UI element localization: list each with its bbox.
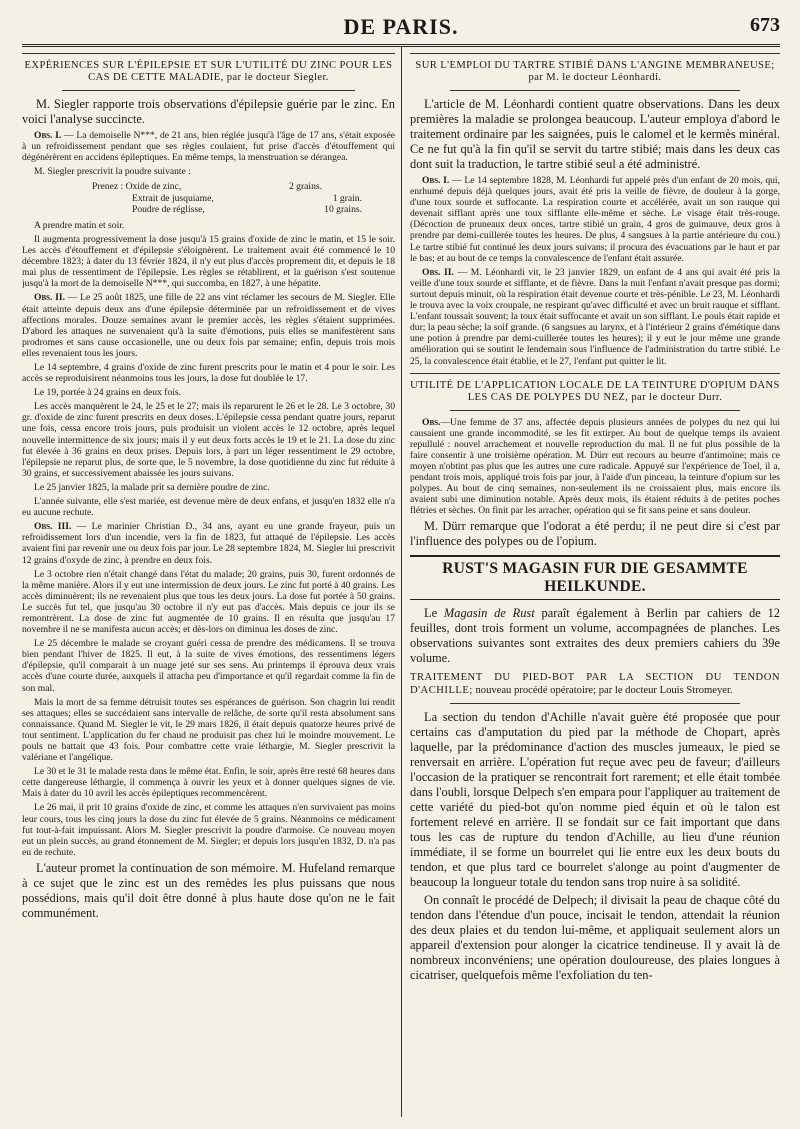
paragraph: Le 3 octobre rien n'était changé dans l'état du malade; 20 grains, puis 30, furent ordonnés de la même manière. Alors il y eut une intermission de deux jours. Le zinc fut porté à 40 grains. Les accès diminuèrent; ils ne revenaient plus que tous les deux jours. La dose fut portée à 50 grains. Le succès fut tel, que jusqu'au 30 octobre il n'y eut pas d'accès. Mais depuis ce jour ils se remontrèrent. La dose de zinc fut augmentée de 10 grains. Il en résulta que jusqu'au 17 novembre il ne se manifesta aucun accès; et dès-lors on diminua les doses de zinc. [22,568,395,636]
divider [410,53,780,54]
paragraph: Mais la mort de sa femme détruisit toutes ses espérances de guérison. Son chagrin lui rendit ses attaques; elles se succédaient sans intervalle de relâche, de sorte qu'il resta absolument sans connaissance. Quand M. Siegler le vit, le 29 mars 1826, il était depuis quatorze heures privé de tout sentiment. L'application du fer chaud ne produisit pas chez lui le moindre mouvement. Le pouls ne battait que 43 fois. Pour combattre cette vraie léthargie, M. Siegler prescrivit la valériane et l'angélique. [22,696,395,764]
section-heading-epilepsie: EXPÉRIENCES SUR L'ÉPILEPSIE ET SUR L'UTILITÉ DU ZINC POUR LES CAS DE CETTE MALADIE, par le docteur Siegler. [24,60,393,83]
divider [450,410,740,411]
paragraph: Le 30 et le 31 le malade resta dans le même état. Enfin, le soir, après être resté 68 heures dans cette dangereuse léthargie, il commença à ouvrir les yeux et à donner quelques signes de vie. Mais à dater du 10 avril les accès épileptiques recommencèrent. [22,766,395,800]
observation-2: Obs. II. — Le 25 août 1825, une fille de 22 ans vint réclamer les secours de M. Siegler. Elle était atteinte depuis deux ans d'une épilepsie déterminée par un refroidissement et de vives affections morales. Douze semaines avant le premier accès, les règles s'étaient supprimées. D'abord les attaques ne survenaient qu'à la suite d'émotions, puis elles se manifestèrent sans prodromes et sans cause occasionelle, une ou deux fois par semaine; enfin, depuis trois mois elles revenaient tous les jours. [22,292,395,359]
divider [450,703,740,704]
paragraph: Le 25 décembre le malade se croyant guéri cessa de prendre des médicamens. Il se trouva bien pendant l'hiver de 1825. Il eut, à la suite de vives émotions, des ressentimens légers d'épilepsie, qu'il comparait à un nuage jeté sur ses sens. Au printemps il éprouva deux vrais accès d'une courte durée, auxquels il attacha peu d'importance et qu'il regardait comme la fin de son mal. [22,638,395,694]
paragraph: Le 26 mai, il prit 10 grains d'oxide de zinc, et comme les attaques n'en survivaient pas moins leur cours, tous les cinq jours la dose du zinc fut élevée de 5 grains. Néanmoins ce médicament fut tout-à-fait impuissant. Alors M. Siegler prescrivit la poudre d'armoise. Ce nouveau moyen eut un plein succès, au grand étonnement de M. Siegler; et depuis lors jusqu'en 1832, D. n'a pas eu de rechute. [22,802,395,858]
divider [22,53,395,54]
divider [62,90,355,91]
paragraph: L'article de M. Léonhardi contient quatre observations. Dans les deux premières la maladie se prolongea beaucoup. L'auteur employa d'abord le traitement ordinaire par les saignées, puis le calomel et le kermès minéral. Ce ne fut qu'à la fin qu'il se servit du tartre stibié; mais dans les deux cas dont suit la traduction, le tartre stibié seul a été administré. [410,97,780,171]
prescription-line: Extrait de jusquiame, 1 grain. [132,192,362,204]
observation-1: Obs. I. — La demoiselle N***, de 21 ans, bien réglée jusqu'à l'âge de 17 ans, s'était exposée à un refroidissement pendant que ses règles coulaient, fut prise d'accès d'étouffement qui dégénérèrent en accidens épileptiques. En même temps, la menstruation se dérangea. [22,130,395,164]
observation-1: Obs. I. — Le 14 septembre 1828, M. Léonhardi fut appelé près d'un enfant de 20 mois, qui, enrhumé depuis déjà quelques jours, avait été pris la veille de fièvre, de douleur à la gorge, d'une toux sourde et suffocante. La respiration courte et accélérée, avait un son rauque qui devenait sifflant après une toux sifflante elle-même et sèche. Le visage était très-rouge. (Décoction de pruneaux deux onces, tartre stibié un grain, 4 gros de guimauve, deux gros à prendre par demi-cuillerée toutes les heures. De plus, 4 sangsues à la partie antérieure du cou.) Le tartre stibié fut continué les deux jours suivans; il procura des évacuations par le haut et par le bas; et au bout de ce temps la convalescence de l'enfant était assurée. [410,175,780,264]
section-heading-pied-bot: TRAITEMENT DU PIED-BOT PAR LA SECTION DU TENDON D'ACHILLE; nouveau procédé opératoire; par le docteur Louis Stromeyer. [410,672,780,696]
rust-magasin-title: RUST'S MAGASIN FUR DIE GESAMMTE HEILKUNDE. [410,555,780,600]
closing-paragraph: L'auteur promet la continuation de son mémoire. M. Hufeland remarque à ce sujet que le zinc est un des remèdes les plus puissans que nous possédions, mais qu'il doit être donné à plus haute dose qu'on ne le fait communément. [22,860,395,920]
paragraph: M. Dürr remarque que l'odorat a été perdu; il ne peut dire si c'est par l'influence des polypes ou de l'opium. [410,519,780,549]
page-number: 673 [750,14,780,36]
section-heading-tartre: SUR L'EMPLOI DU TARTRE STIBIÉ DANS L'ANGINE MEMBRANEUSE; par M. le docteur Léonhardi. [415,60,775,83]
paragraph: Le 25 janvier 1825, la malade prit sa dernière poudre de zinc. [34,481,270,493]
paragraph: L'année suivante, elle s'est mariée, est devenue mère de deux enfans, et jusqu'en 1832 elle n'a eu aucune rechute. [22,496,395,519]
section-heading-opium: UTILITÉ DE L'APPLICATION LOCALE DE LA TEINTURE D'OPIUM DANS LES CAS DE POLYPES DU NEZ, par le docteur Durr. [410,379,780,403]
left-column [22,47,401,1117]
prescription-line: Prenez : Oxide de zinc, 2 grains. [92,181,322,193]
paragraph: M. Siegler prescrivit la poudre suivante : [34,166,191,178]
divider [450,90,740,91]
paragraph: Le 14 septembre, 4 grains d'oxide de zinc furent prescrits pour le matin et 4 pour le soir. Les accès se reproduisirent néanmoins tous les jours, la dose fut doublée le 17. [22,362,395,385]
prescription-line: Poudre de réglisse, 10 grains. [132,204,362,216]
divider [410,373,780,374]
right-column [401,47,780,1117]
paragraph: Il augmenta progressivement la dose jusqu'à 15 grains d'oxide de zinc le matin, et 15 le soir. Les accès d'étouffement et d'épilepsie s'éloignèrent. Le traitement avait été commencé le 10 décembre 1823; à dater du 13 février 1824, il n'y eut plus d'accès proprement dit, et depuis le 18 mai plus de ressentiment de l'épilepsie. Les règles se rétablirent, et la guérison s'est soutenue jusqu'à la mort de la demoiselle N***, qui succomba, en 1827, à une hépatite. [22,233,395,290]
paragraph: Le Magasin de Rust paraît également à Berlin par cahiers de 12 feuilles, dont trois forment un volume, accompagnées de planches. Les observations suivantes sont extraites des deux premiers cahiers du 39e volume. [410,606,780,666]
paragraph: La section du tendon d'Achille n'avait guère été proposée que pour certains cas d'amputation du pied par la méthode de Chopart, après laquelle, par la prédominance d'action des muscles jumeaux, le pied se renversait en arrière. L'opération fut reçue avec peu de faveur; d'ailleurs l'occasion de la pratiquer se rencontrait fort rarement; et elle était tombée dans l'oubli, lorsque Delpech s'en empara pour l'appliquer au traitement de cette variété du pied-bot qu'on nomme pied équin et où le talon est fortement relevé en arrière. Il se fondait sur ce fait important que dans tous les cas de rupture du tendon d'Achille, au lieu d'une réunion immédiate, il se forme un bourrelet qui lie entre eux les deux bouts du tendon, et que plus tard ce bourrelet s'alonge au point d'augmenter de beaucoup la longueur totale du tendon sans trop nuire à sa solidité. [410,710,780,890]
paragraph: Les accès manquèrent le 24, le 25 et le 27; mais ils reparurent le 26 et le 28. Le 3 octobre, 30 gr. d'oxide de zinc furent prescrits en deux doses. L'épilepsie cessa pendant quatre jours, reparut une fois, cessa encore trois jours, puis produisit un violent accès le 12 octobre, après lequel nouvelle intermittence de six jours; mais il y eut deux forts accès le 19 et le 21. La dose du zinc fut élevée à 36 grains en deux prises. Depuis lors, à part un léger ressentiment le 29 octobre, l'épilepsie ne reparut plus, de sorte que, le 5 novembre, la dose quotidienne du zinc fut réduite à 30 grains, et successivement abaissée les jours suivans. [22,401,395,479]
paragraph: On connaît le procédé de Delpech; il divisait la peau de chaque côté du tendon dans l'étendue d'un pouce, incisait le tendon, attendait la réunion des deux plaies et du tendon lui-même, et appliquait seulement alors un appareil d'extension pour alonger la cicatrice tendineuse. Il y avait là de nombreux inconvéniens; une opération douloureuse, des plaies longues à cicatriser, quelquefois même l'exfoliation du ten- [410,893,780,983]
paragraph: Le 19, portée à 24 grains en deux fois. [34,387,182,399]
observation-2: Obs. II. — M. Léonhardi vit, le 23 janvier 1829, un enfant de 4 ans qui avait été pris la veille d'une toux sourde et sifflante, et de fièvre. Dans la nuit l'enfant n'avait presque pas dormi; surtout depuis minuit, où la respiration était devenue courte et très-pénible. Le 23, M. Léonhardi le trouva avec la voix croupale, ne respirant qu'avec difficulté et avec un bruit rauque et sifflant. L'enfant toussait souvent; la toux était suffocante et avait un son sifflant. Le pouls était rapide et dur; la peau sèche; la soif grande. (6 sangsues au larynx, et à l'intérieur 2 grains d'émétique dans une potion à prendre par demi-cuillerée toutes les heures); il y eut le jour même une grande amélioration qui se soutint le lendemain sous l'influence de l'administration du tartre stibié. Le 25, la convalescence était établie, et le 27, l'enfant put quitter le lit. [410,266,780,367]
running-header [22,8,780,42]
intro-paragraph: M. Siegler rapporte trois observations d'épilepsie guérie par le zinc. En voici l'analyse succincte. [22,97,395,126]
observation-3: Obs. III. — Le marinier Christian D., 34 ans, ayant eu une grande frayeur, puis un refroidissement lors d'un incendie, vers la fin de 1823, fut attaqué de l'épilepsie. Les accès avaient fini par revenir une ou deux fois par jour. Le 28 septembre 1824, M. Siegler lui prescrivit 12 grains d'oxyde de zinc, à prendre en deux fois. [22,521,395,566]
running-title: DE PARIS. [343,14,459,39]
paragraph: A prendre matin et soir. [34,219,125,231]
prescription [92,181,395,216]
observation: Obs.—Une femme de 37 ans, affectée depuis plusieurs années de polypes du nez qui lui causaient une grande incommodité, se les fit extirper. Au bout de quelque temps ils avaient repullulé : nouvel arrachement et nouvelle reproduction du mal. Il ne fut plus possible de la faire consentir à une troisième opération. M. Dürr eut recours au beurre d'antimoine; mais ce moyen n'obtint pas plus que les autres une cure radicale. Appuyé sur l'expérience de Toel, il a, pendant trois mois, appliqué trois fois par jour, à l'aide d'un pinceau, la teinture d'opium sur les polypes. Au bout de cinq semaines, non-seulement ils ne croissaient plus, mais encore ils avaient subi une diminution notable. Après deux mois, ils étaient réduits à de petites poches flétries et sèches. On finit par les arracher, opération qui se fit sans peine et sans douleur. [410,416,780,517]
